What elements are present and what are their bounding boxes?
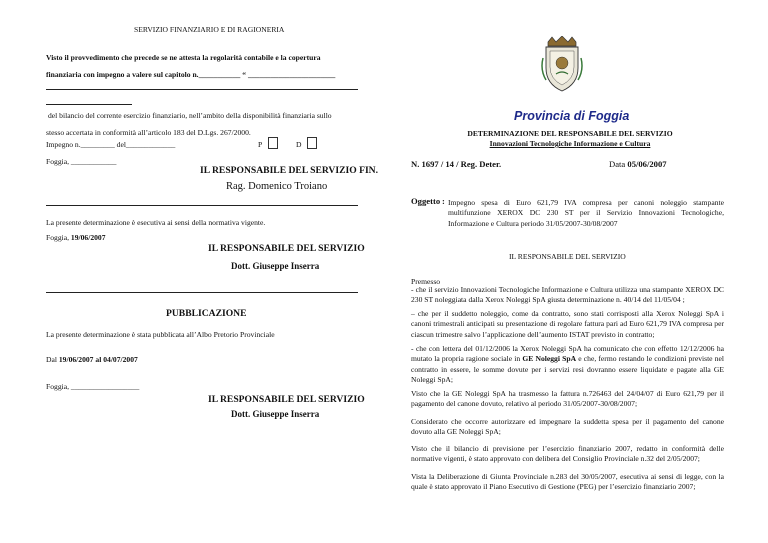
- foggia-date-line: [46, 232, 106, 243]
- dal-al-line: [46, 354, 138, 365]
- oggetto-text: Impegno spesa di Euro 621,79 IVA compresa per canoni noleggio stampante multifunzione XEROX DC 230 ST per il Servizio Innovazioni Tecnologiche, Informazione e Cultura periodo 31/05/2007-30/08/2007: [448, 198, 724, 228]
- resp-title-2: IL RESPONSABILE DEL SERVIZIO: [208, 394, 365, 405]
- resp-title: IL RESPONSABILE DEL SERVIZIO: [208, 243, 365, 254]
- det-title: DETERMINAZIONE DEL RESPONSABILE DEL SERVIZIO: [467, 129, 673, 138]
- esecutiva-text: La presente determinazione è esecutiva ai sensi della normativa vigente.: [46, 218, 266, 227]
- checkbox-d[interactable]: [296, 137, 317, 150]
- checkbox-p[interactable]: [258, 137, 278, 150]
- paragraph-2: – che per il suddetto noleggio, come da contratto, sono stati corrisposti alla Xerox Noleggi SpA i canoni trimestrali anticipati su presentazione di regolare fattura pari ad Euro 621,79 IVA compresa per ciascun trimestre salvo l’applicazione dell’aumento ISTAT previsto in contratto;: [411, 309, 724, 339]
- dal-date: 19/06/2007: [58, 355, 94, 364]
- data-value: 05/06/2007: [627, 159, 667, 169]
- foggia-blank-2: Foggia, __________________: [46, 382, 140, 391]
- divider-line: [46, 89, 358, 90]
- paragraph-4: Visto che la GE Noleggi SpA ha trasmesso la fattura n.726463 del 24/04/07 di Euro 621,79 per il pagamento del canone dovuto, relativo al periodo 31/05/2007-30/08/2007;: [411, 389, 724, 409]
- emblem-icon: [540, 36, 584, 94]
- province-name: Provincia di Foggia: [514, 109, 630, 123]
- resp-name-2: Dott. Giuseppe Inserra: [231, 409, 320, 419]
- foggia-date-label: Foggia,: [46, 233, 69, 242]
- bilancio-text: del bilancio del corrente esercizio finanziario, nell’ambito della disponibilità finanziaria sullo: [48, 111, 332, 120]
- det-date-line: [609, 159, 667, 170]
- paragraph-5: Considerato che occorre autorizzare ed impegnare la suddetta spesa per il pagamento del canone dovuto alla GE Noleggi SpA;: [411, 417, 724, 437]
- data-label: Data: [609, 159, 626, 169]
- service-header: SERVIZIO FINANZIARIO E DI RAGIONERIA: [134, 25, 285, 34]
- blank-line: [46, 104, 132, 105]
- impegno-text: Impegno n._________ del_____________: [46, 140, 176, 149]
- checkbox-p-label: P: [258, 140, 263, 149]
- coat-of-arms-emblem: [540, 36, 584, 94]
- paragraph-6: Visto che il bilancio di previsione per l’esercizio finanziario 2007, redatto in conformità delle normative vigenti, è stato approvato con delibera del Consiglio Provinciale n.32 del 2/05/2007;: [411, 444, 724, 464]
- resp-name: Dott. Giuseppe Inserra: [231, 261, 320, 271]
- visto-line-1: Visto il provvedimento che precede se ne attesta la regolarità contabile e la copertura: [46, 53, 321, 62]
- paragraph-3-a: - che con lettera del 01/12/2006 la Xerox Noleggi SpA ha comunicato che con effetto 12/12/2006 ha mutato la propria ragione sociale in: [411, 344, 724, 364]
- paragraph-7: Vista la Deliberazione di Giunta Provinciale n.283 del 30/05/2007, esecutiva ai sensi di legge, con la quale è stato approvato il Piano Esecutivo di Gestione (PEG) per l’esercizio finanziario 2007;: [411, 472, 724, 492]
- pubblicazione-title: PUBBLICAZIONE: [166, 308, 247, 319]
- det-number: N. 1697 / 14 / Reg. Deter.: [411, 159, 502, 169]
- oggetto-label: Oggetto: [411, 196, 441, 206]
- resp-header: IL RESPONSABILE DEL SERVIZIO: [509, 252, 626, 261]
- company-name: GE Noleggi SpA: [522, 354, 577, 364]
- paragraph-3-c: e che, fermo restando le condizioni previste nel contratto in essere, le somme dovute per i servizi resi dovranno essere liquidate e pagate alla GE Noleggi SpA;: [411, 354, 724, 385]
- foggia-blank: Foggia, ____________: [46, 157, 117, 166]
- checkbox-square-icon: [307, 137, 317, 149]
- premesso-label: Premesso: [411, 277, 441, 286]
- paragraph-3: [411, 344, 724, 386]
- oggetto-colon: :: [442, 196, 445, 206]
- resp-fin-title: IL RESPONSABILE DEL SERVIZIO FIN.: [200, 165, 379, 176]
- det-service: Innovazioni Tecnologiche Informazione e Cultura: [489, 139, 651, 148]
- pubblicata-text: La presente determinazione è stata pubblicata all’Albo Pretorio Provinciale: [46, 330, 275, 339]
- resp-fin-name: Rag. Domenico Troiano: [226, 181, 328, 192]
- al-label: al: [95, 355, 102, 364]
- accertata-text: stesso accertata in conformità all’articolo 183 del D.Lgs. 267/2000.: [46, 128, 251, 137]
- section-divider: [46, 292, 358, 293]
- checkbox-square-icon: [268, 137, 278, 149]
- visto-line-2: finanziaria con impegno a valere sul capitolo n.___________ “ _______________________: [46, 70, 336, 79]
- foggia-date: 19/06/2007: [70, 233, 106, 242]
- dal-label: Dal: [46, 355, 57, 364]
- checkbox-d-label: D: [296, 140, 302, 149]
- al-date: 04/07/2007: [103, 355, 138, 364]
- signature-line: [46, 205, 358, 206]
- paragraph-1: - che il servizio Innovazioni Tecnologiche Informazione e Cultura utilizza una stampante XEROX DC 230 ST noleggiata dalla Xerox Noleggi SpA giusta determinazione n. 40/14 del 11/05/04 ;: [411, 285, 724, 305]
